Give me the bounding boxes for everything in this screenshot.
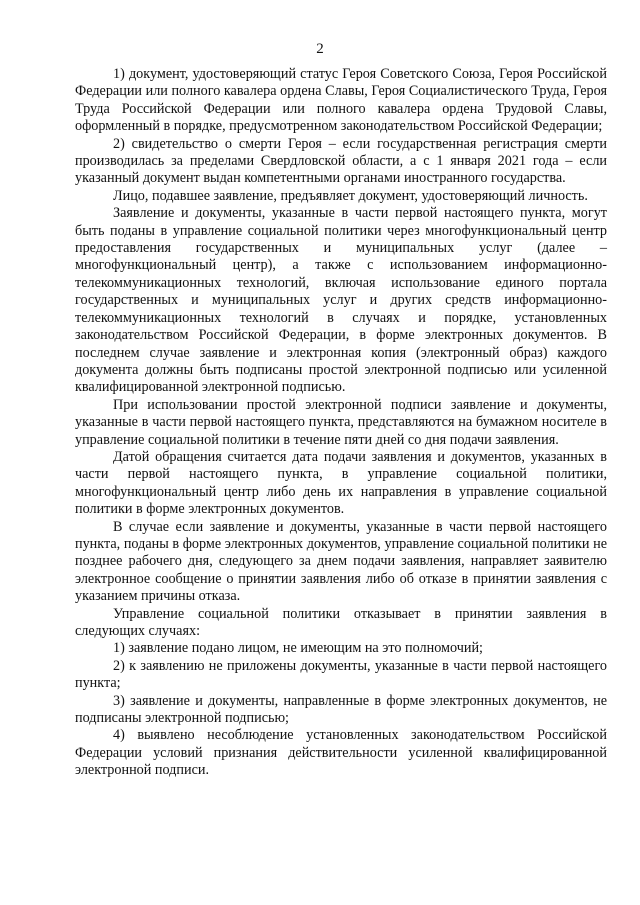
document-body xyxy=(75,66,607,780)
refusal-item-3: 3) заявление и документы, направленные в форме электронных документов, не подписаны электронной подписью; xyxy=(75,692,607,727)
paragraph-refusal-intro: Управление социальной политики отказывает в принятии заявления в следующих случаях: xyxy=(75,605,607,639)
paragraph-simple-signature: При использовании простой электронной подписи заявление и документы, указанные в части первой настоящего пункта, представляются на бумажном носителе в управление социальной политики в течение пяти дней со дня подачи заявления. xyxy=(75,396,607,448)
refusal-item-2: 2) к заявлению не приложены документы, указанные в части первой настоящего пункта; xyxy=(75,657,607,692)
paragraph-submission-methods: Заявление и документы, указанные в части первой настоящего пункта, могут быть поданы в управление социальной политики через многофункциональный центр предоставления государственных и муниципальных услуг (далее – многофункциональный центр), а также с использованием информационно-телекоммуникационных технологий, включая использование единого портала государственных и муниципальных услуг и других средств информационно-телекоммуникационных технологий в случаях и порядке, установленных законодательством Российской Федерации, в форме электронных документов. В последнем случае заявление и электронная копия (электронный образ) каждого документа должны быть подписаны простой электронной подписью или усиленной квалифицированной электронной подписью. xyxy=(75,205,607,396)
paragraph-electronic-notice: В случае если заявление и документы, указанные в части первой настоящего пункта, поданы в форме электронных документов, управление социальной политики не позднее рабочего дня, следующего за днем подачи заявления, направляет заявителю электронное сообщение о принятии заявления либо об отказе в принятии заявления с указанием причины отказа. xyxy=(75,518,607,605)
paragraph-identity: Лицо, подавшее заявление, предъявляет документ, удостоверяющий личность. xyxy=(113,187,588,204)
paragraph-application-date: Датой обращения считается дата подачи заявления и документов, указанных в части первой настоящего пункта, в управление социальной политики, многофункциональный центр либо день их направления в управление социальной политики в форме электронных документов. xyxy=(75,448,607,518)
paragraph-item-1: 1) документ, удостоверяющий статус Героя Советского Союза, Героя Российской Федерации или полного кавалера ордена Славы, Героя Социалистического Труда, Героя Труда Российской Федерации или полного кавалера ордена Трудовой Славы, оформленный в порядке, предусмотренном законодательством Российской Федерации; xyxy=(75,66,607,135)
refusal-item-4: 4) выявлено несоблюдение установленных законодательством Российской Федерации условий признания действительности усиленной квалифицированной электронной подписи. xyxy=(75,727,607,779)
paragraph-item-2: 2) свидетельство о смерти Героя – если государственная регистрация смерти производилась за пределами Свердловской области, а с 1 января 2021 года – если указанный документ выдан компетентными органами иностранного государства. xyxy=(75,135,607,187)
refusal-item-1: 1) заявление подано лицом, не имеющим на это полномочий; xyxy=(113,640,483,657)
page-number: 2 xyxy=(316,41,324,57)
